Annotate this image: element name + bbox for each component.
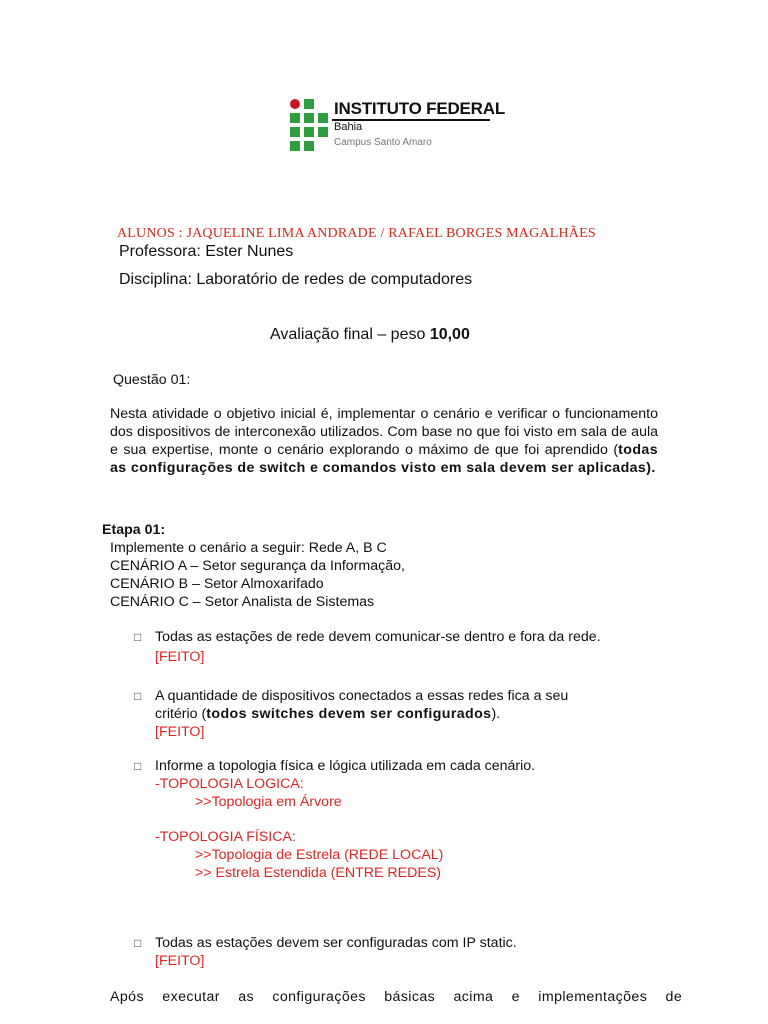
checklist-item-2-line-2 <box>155 706 500 722</box>
footer-text: Após executar as configurações básicas acima e implementações de <box>110 989 683 1005</box>
institute-logo <box>286 93 506 157</box>
checklist-item-2-prefix: critério ( <box>155 706 207 722</box>
checklist-item-2-bold: todos switches devem ser configurados <box>206 706 492 722</box>
stage-line-1: Implemente o cenário a seguir: Rede A, B C <box>110 540 387 556</box>
question-intro-bold: todas as configurações de switch e comandos visto em sala devem ser aplicadas). <box>110 442 658 476</box>
checkbox-icon: □ <box>134 630 142 644</box>
logo-grid-icon <box>290 99 332 151</box>
question-paragraph <box>110 405 658 477</box>
evaluation-weight: 10,00 <box>429 326 470 343</box>
checklist-item-4-status: [FEITO] <box>155 953 205 969</box>
checklist-item-4: Todas as estações devem ser configuradas com IP static. <box>155 935 517 951</box>
checklist-item-1: Todas as estações de rede devem comunicar-se dentro e fora da rede. <box>155 629 601 645</box>
stage-title: Etapa 01: <box>102 522 166 538</box>
stage-line-4: CENÁRIO C – Setor Analista de Sistemas <box>110 594 375 610</box>
evaluation-prefix: Avaliação final – peso <box>270 326 430 343</box>
checklist-item-2-status: [FEITO] <box>155 724 205 740</box>
question-label: Questão 01: <box>113 372 191 388</box>
evaluation-title <box>270 326 470 344</box>
topology-logical-label: -TOPOLOGIA LOGICA: <box>155 776 304 792</box>
checklist-item-2-line-1: A quantidade de dispositivos conectados a essas redes fica a seu <box>155 688 569 704</box>
logo-title: INSTITUTO FEDERAL <box>334 99 506 118</box>
checklist-item-3: Informe a topologia física e lógica utilizada em cada cenário. <box>155 758 536 774</box>
stage-line-3: CENÁRIO B – Setor Almoxarifado <box>110 576 324 592</box>
checkbox-icon: □ <box>134 689 142 703</box>
checklist-item-2-suffix: ). <box>491 706 501 722</box>
logo-subtitle: Bahia <box>334 121 363 133</box>
topology-physical-label: -TOPOLOGIA FÍSICA: <box>155 829 296 845</box>
topology-physical-value-2: >> Estrela Estendida (ENTRE REDES) <box>195 865 442 881</box>
topology-logical-value: >>Topologia em Árvore <box>195 794 342 810</box>
topology-physical-value-1: >>Topologia de Estrela (REDE LOCAL) <box>195 847 444 863</box>
question-intro: Nesta atividade o objetivo inicial é, implementar o cenário e verificar o funcionamento dos dispositivos de interconexão utilizados. Com base no que foi visto em sala de aula e sua expertise, monte o cenário explorando o máximo de que foi aprendido ( <box>110 406 658 458</box>
discipline-line: Disciplina: Laboratório de redes de computadores <box>119 271 473 288</box>
checkbox-icon: □ <box>134 759 142 773</box>
stage-line-2: CENÁRIO A – Setor segurança da Informação, <box>110 558 405 574</box>
checklist-item-1-status: [FEITO] <box>155 649 205 665</box>
students-line: ALUNOS : JAQUELINE LIMA ANDRADE / RAFAEL BORGES MAGALHÃES <box>117 226 596 241</box>
teacher-line: Professora: Ester Nunes <box>119 243 294 260</box>
logo-campus: Campus Santo Amaro <box>334 137 432 148</box>
checkbox-icon: □ <box>134 936 142 950</box>
